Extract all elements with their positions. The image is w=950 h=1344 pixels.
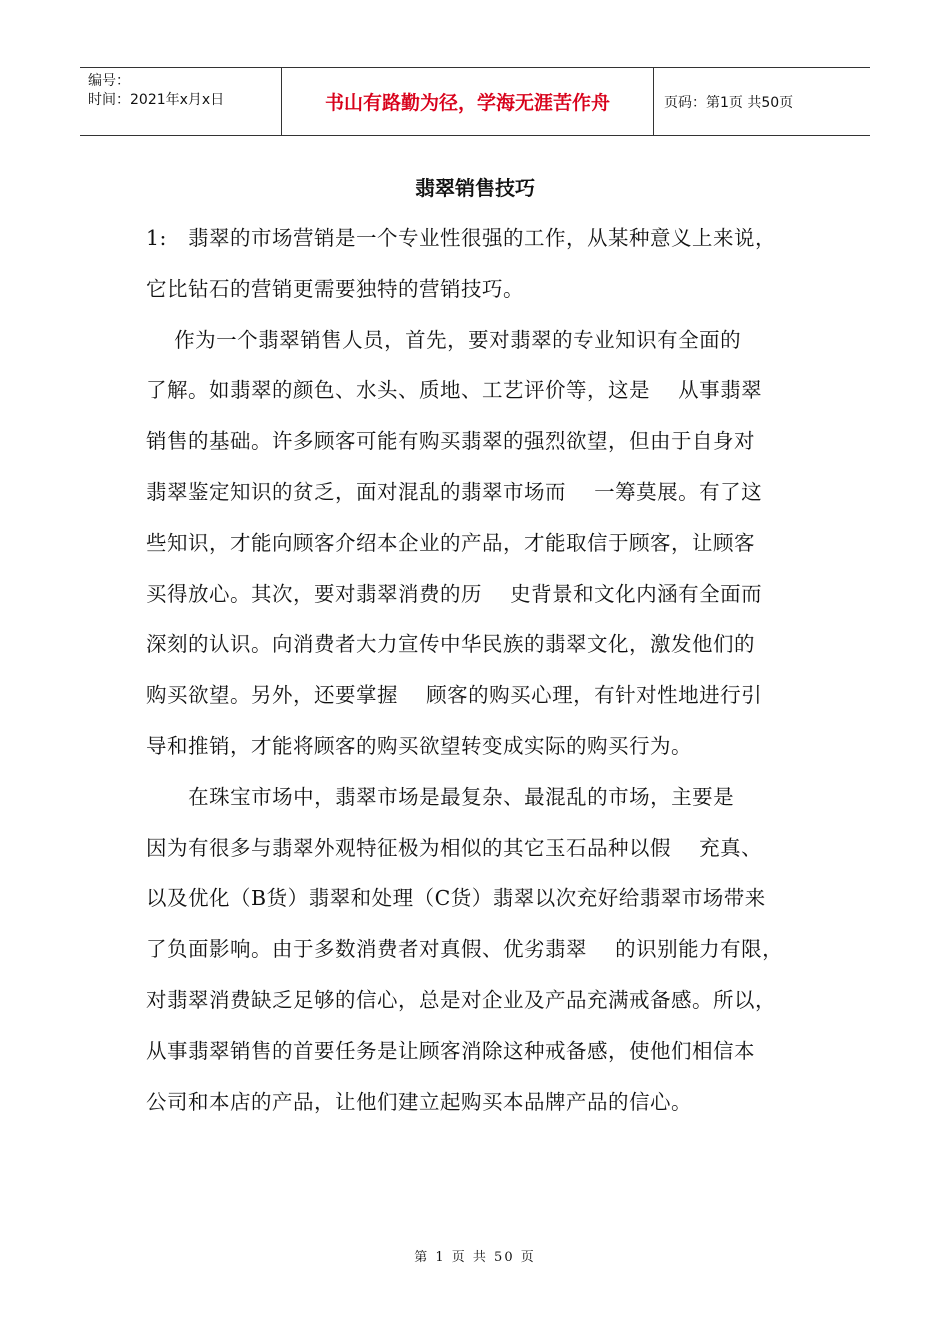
header-meta bbox=[80, 68, 281, 135]
paragraph bbox=[146, 772, 836, 1128]
header-page-info: 页码：第1页 共50页 bbox=[664, 94, 794, 111]
document-body bbox=[146, 213, 836, 1127]
text-line: 购买欲望。另外，还要掌握 顾客的购买心理，有针对性地进行引 bbox=[146, 683, 763, 708]
text-line: 它比钻石的营销更需要独特的营销技巧。 bbox=[146, 276, 524, 301]
text-line: 对翡翠消费缺乏足够的信心，总是对企业及产品充满戒备感。所以， bbox=[146, 987, 776, 1012]
paragraph bbox=[146, 315, 836, 772]
page-footer: 第 1 页 共 50 页 bbox=[414, 1250, 536, 1265]
text-line: 买得放心。其次，要对翡翠消费的历 史背景和文化内涵有全面而 bbox=[146, 581, 763, 606]
text-line: 因为有很多与翡翠外观特征极为相似的其它玉石品种以假 充真、 bbox=[146, 835, 763, 860]
text-line: 作为一个翡翠销售人员，首先，要对翡翠的专业知识有全面的 bbox=[146, 327, 742, 352]
text-line: 在珠宝市场中，翡翠市场是最复杂、最混乱的市场，主要是 bbox=[146, 784, 735, 809]
text-line: 1: 翡翠的市场营销是一个专业性很强的工作，从某种意义上来说， bbox=[146, 226, 776, 250]
text-line: 导和推销，才能将顾客的购买欲望转变成实际的购买行为。 bbox=[146, 733, 692, 758]
text-line: 翡翠鉴定知识的贫乏，面对混乱的翡翠市场而 一筹莫展。有了这 bbox=[146, 479, 763, 504]
text-line: 公司和本店的产品，让他们建立起购买本品牌产品的信心。 bbox=[146, 1089, 692, 1114]
document-title: 翡翠销售技巧 bbox=[415, 176, 535, 200]
text-line: 以及优化（B货）翡翠和处理（C货）翡翠以次充好给翡翠市场带来 bbox=[146, 886, 766, 911]
document-number-label: 编号： bbox=[88, 73, 130, 89]
paragraph bbox=[146, 213, 836, 315]
text-line: 了解。如翡翠的颜色、水头、质地、工艺评价等，这是 从事翡翠 bbox=[146, 378, 763, 403]
document-time-label: 时间：2021年x月x日 bbox=[88, 92, 225, 108]
text-line: 深刻的认识。向消费者大力宣传中华民族的翡翠文化，激发他们的 bbox=[146, 632, 755, 657]
text-line: 些知识，才能向顾客介绍本企业的产品，才能取信于顾客，让顾客 bbox=[146, 530, 755, 555]
page-header bbox=[80, 67, 870, 136]
header-motto: 书山有路勤为径，学海无涯苦作舟 bbox=[281, 68, 654, 135]
text-line: 销售的基础。许多顾客可能有购买翡翠的强烈欲望，但由于自身对 bbox=[146, 429, 755, 454]
text-line: 了负面影响。由于多数消费者对真假、优劣翡翠 的识别能力有限， bbox=[146, 937, 784, 962]
text-line: 从事翡翠销售的首要任务是让顾客消除这种戒备感，使他们相信本 bbox=[146, 1038, 755, 1063]
